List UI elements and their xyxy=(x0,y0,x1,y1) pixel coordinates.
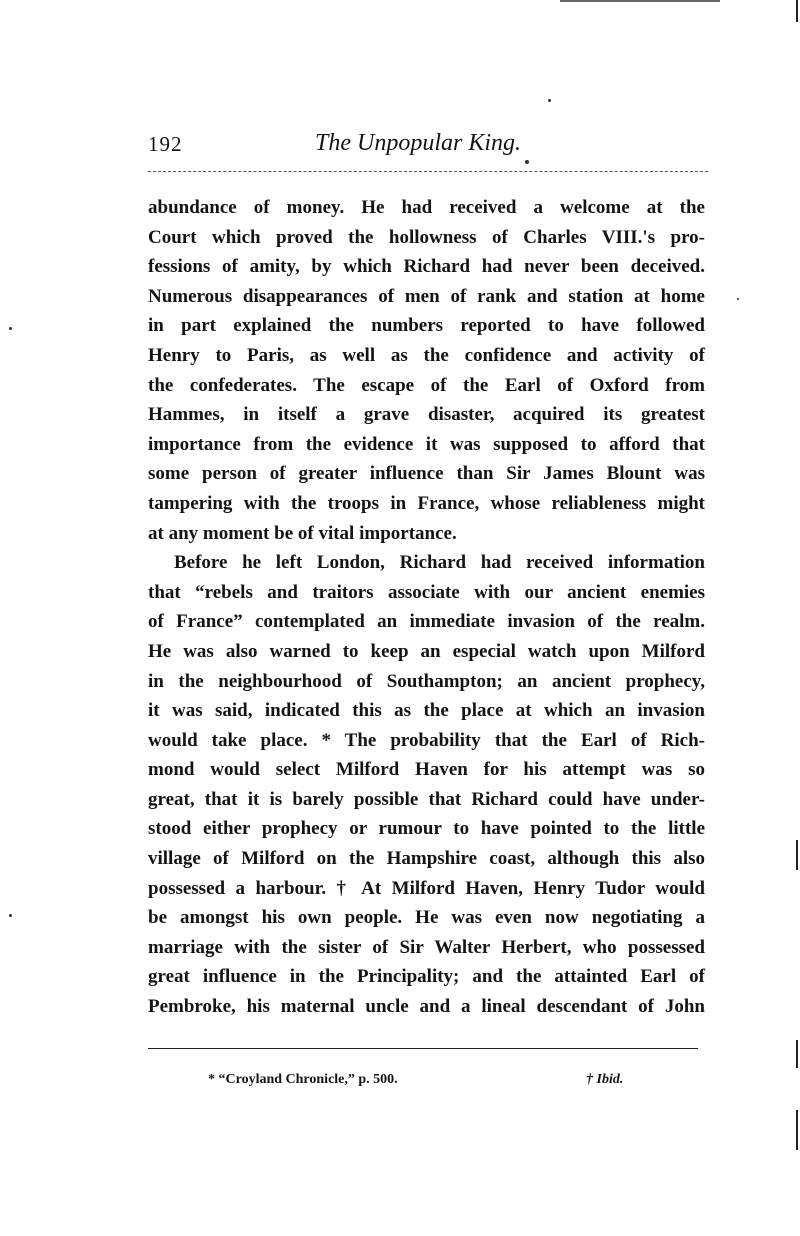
text-line: mond would select Milford Haven for his attempt was so xyxy=(148,759,705,781)
scan-edge-mark xyxy=(796,0,798,22)
text-line: Hammes, in itself a grave disaster, acquired its greatest xyxy=(148,404,705,426)
footnote-rule xyxy=(148,1048,698,1049)
scan-speck xyxy=(737,298,739,300)
text-line: He was also warned to keep an especial watch upon Milford xyxy=(148,640,705,662)
text-line: importance from the evidence it was supposed to afford that xyxy=(148,433,705,455)
body-text xyxy=(148,193,705,1022)
text-line: Before he left London, Richard had received information xyxy=(174,552,705,574)
scan-speck xyxy=(9,327,12,330)
text-line: would take place. * The probability that the Earl of Rich- xyxy=(148,729,705,751)
text-line: great, that it is barely possible that Richard could have under- xyxy=(148,788,705,810)
text-line: that “rebels and traitors associate with our ancient enemies xyxy=(148,581,705,603)
page-number: 192 xyxy=(148,132,183,156)
text-line: at any moment be of vital importance. xyxy=(148,522,457,544)
text-line: Pembroke, his maternal uncle and a lineal descendant of John xyxy=(148,996,705,1018)
text-line: possessed a harbour. † At Milford Haven, Henry Tudor would xyxy=(148,877,705,899)
scan-edge-mark xyxy=(796,1040,798,1068)
text-line: Henry to Paris, as well as the confidence and activity of xyxy=(148,344,705,366)
text-line: stood either prophecy or rumour to have pointed to the little xyxy=(148,818,705,840)
text-line: tampering with the troops in France, whose reliableness might xyxy=(148,492,705,514)
page-header xyxy=(148,132,708,162)
footnotes xyxy=(208,1072,648,1094)
text-line: fessions of amity, by which Richard had never been deceived. xyxy=(148,256,705,278)
text-line: marriage with the sister of Sir Walter Herbert, who possessed xyxy=(148,936,705,958)
header-rule xyxy=(148,171,708,172)
scan-speck xyxy=(9,914,12,917)
text-line: village of Milford on the Hampshire coast, although this also xyxy=(148,848,705,870)
scan-speck xyxy=(548,99,551,102)
text-line: be amongst his own people. He was even now negotiating a xyxy=(148,907,705,929)
text-line: great influence in the Principality; and the attainted Earl of xyxy=(148,966,705,988)
text-line: in the neighbourhood of Southampton; an ancient prophecy, xyxy=(148,670,705,692)
scan-edge-mark xyxy=(796,1110,798,1150)
text-line: Numerous disappearances of men of rank and station at home xyxy=(148,285,705,307)
text-line: of France” contemplated an immediate invasion of the realm. xyxy=(148,611,705,633)
text-line: some person of greater influence than Sir James Blount was xyxy=(148,463,705,485)
footnote-croyland: * “Croyland Chronicle,” p. 500. xyxy=(208,1072,398,1087)
footnote-ibid: † Ibid. xyxy=(586,1072,624,1087)
text-line: abundance of money. He had received a welcome at the xyxy=(148,197,705,218)
text-line: it was said, indicated this as the place at which an invasion xyxy=(148,700,705,722)
running-title: The Unpopular King. xyxy=(314,130,521,156)
scan-speck xyxy=(525,160,529,164)
scan-edge-mark xyxy=(796,840,798,870)
text-line: Court which proved the hollowness of Charles VIII.'s pro- xyxy=(148,226,705,248)
scan-edge-mark xyxy=(560,0,720,2)
text-line: the confederates. The escape of the Earl of Oxford from xyxy=(148,374,705,396)
text-line: in part explained the numbers reported to have followed xyxy=(148,315,705,337)
